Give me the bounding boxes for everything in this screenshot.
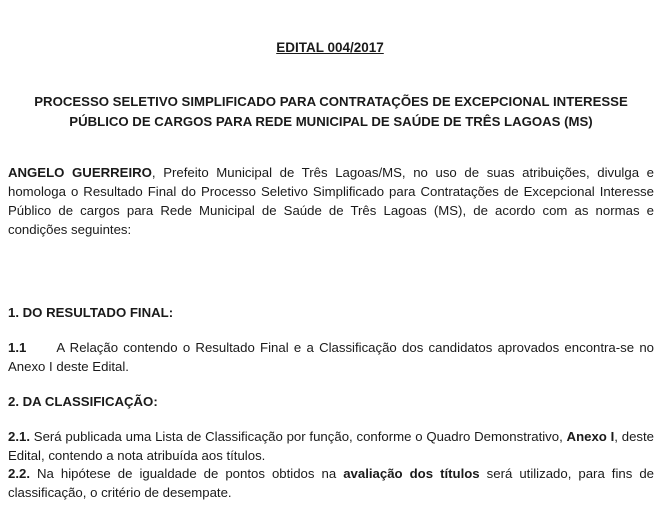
item-2-1-text-after: , deste Edital, contendo a nota atribuída aos títulos. (8, 429, 654, 463)
edital-title: EDITAL 004/2017 (276, 40, 384, 55)
item-2-2-number: 2.2. (8, 466, 30, 481)
item-1-1-text: A Relação contendo o Resultado Final e a Classificação dos candidatos aprovados encontra-se no Anexo I deste Edital. (8, 340, 654, 374)
intro-paragraph (8, 163, 654, 239)
item-2-1-text-before: Será publicada uma Lista de Classificação por função, conforme o Quadro Demonstrativo, (30, 429, 567, 444)
item-2-1-bold: Anexo I (566, 429, 615, 444)
document-subtitle: PROCESSO SELETIVO SIMPLIFICADO PARA CONTRATAÇÕES DE EXCEPCIONAL INTERESSE PÚBLICO DE CARGOS PARA REDE MUNICIPAL DE SAÚDE DE TRÊS LAGOAS (MS) (34, 94, 628, 129)
mayor-name: ANGELO GUERREIRO (8, 165, 152, 180)
item-2-1 (8, 427, 654, 465)
item-2-1-number: 2.1. (8, 429, 30, 444)
intro-text: , Prefeito Municipal de Três Lagoas/MS, no uso de suas atribuições, divulga e homologa o Resultado Final do Processo Seletivo Simplificado para Contratações de Excepcional Interesse Público de cargos para Rede Municipal de Saúde de Três Lagoas (MS), de acordo com as normas e condições seguintes: (8, 165, 654, 237)
item-2-2-text-after: será utilizado, para fins de classificação, o critério de desempate. (8, 466, 655, 500)
section-2-heading: 2. DA CLASSIFICAÇÃO: (8, 394, 158, 409)
item-2-2-bold: avaliação dos títulos (343, 466, 480, 481)
item-1-1 (8, 338, 654, 376)
section-1-heading: 1. DO RESULTADO FINAL: (8, 305, 174, 320)
item-2-2 (8, 464, 654, 502)
item-1-1-number: 1.1 (8, 340, 27, 355)
item-2-2-text-before: Na hipótese de igualdade de pontos obtidos na (30, 466, 344, 481)
